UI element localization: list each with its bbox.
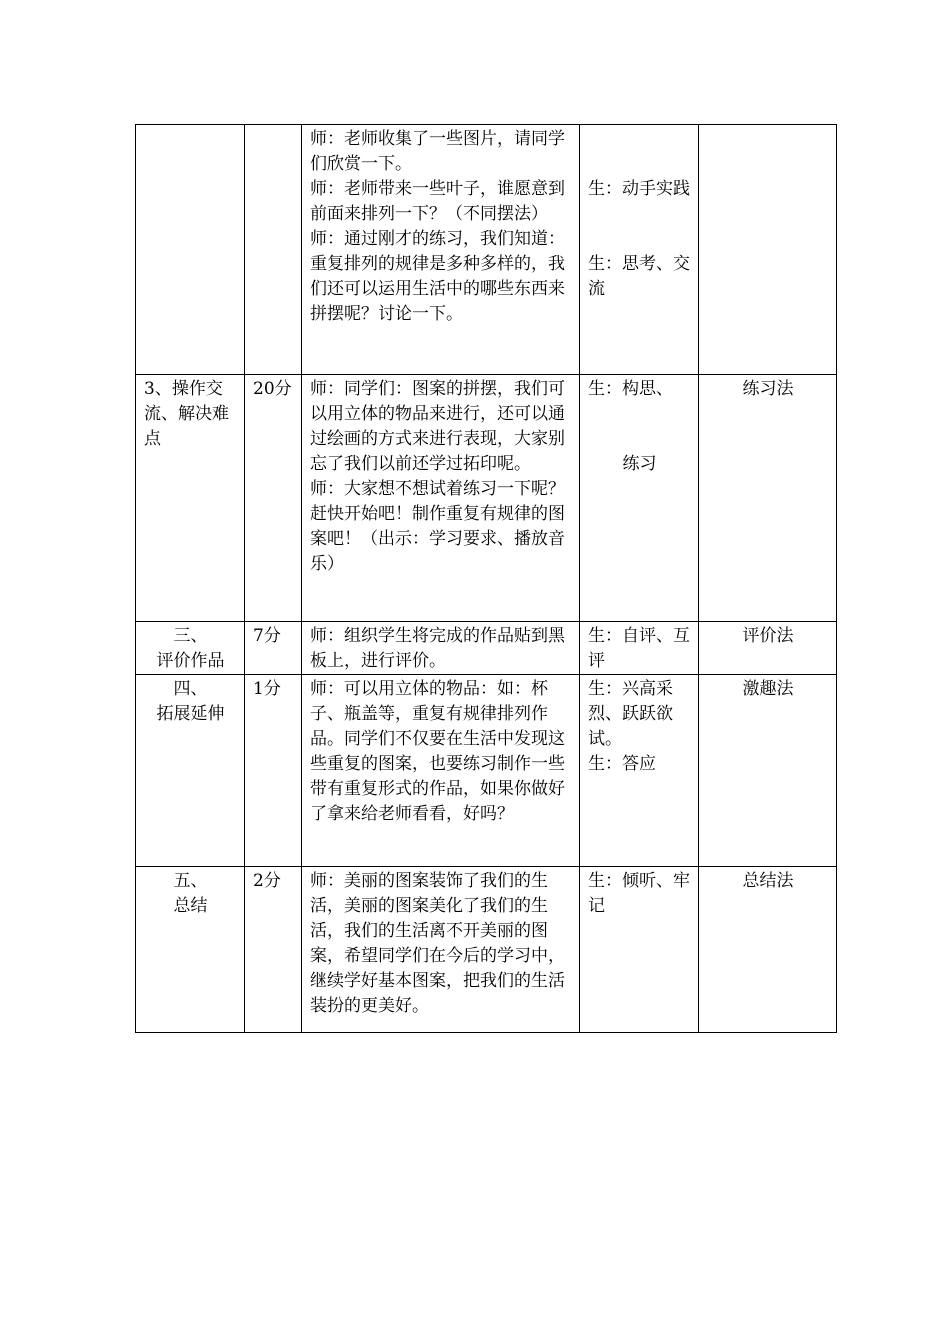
method-cell [699,125,837,375]
method-cell: 练习法 [699,375,837,622]
student-line: 生：倾听、牢记 [588,871,690,916]
student-line: 生：答应 [588,754,656,774]
stage-number: 四、 [173,679,208,699]
teacher-line: 师：组织学生将完成的作品贴到黑板上，进行评价。 [310,626,565,671]
teacher-line: 师：美丽的图案装饰了我们的生活，美丽的图案美化了我们的生活，我们的生活离不开美丽的图案，希望同学们在今后的学习中，继续学好基本图案，把我们的生活装扮的更美好。 [310,871,565,1016]
time-cell: 7分 [245,622,302,675]
student-line: 生：动手实践 [588,179,690,199]
table-row [136,867,837,1033]
table-row [136,125,837,375]
student-line: 生：兴高采烈、跃跃欲试。 [588,679,673,749]
method-cell: 总结法 [699,867,837,1033]
stage-number: 三、 [173,626,208,646]
student-activity-cell [580,675,699,867]
time-cell [245,125,302,375]
teacher-activity-cell [302,622,580,675]
teacher-line: 师：大家想不想试着练习一下呢？赶快开始吧！制作重复有规律的图案吧！（出示：学习要求、播放音乐） [310,479,565,574]
lesson-plan-table [135,124,837,1033]
student-line: 生：自评、互评 [588,626,690,671]
method-cell: 激趣法 [699,675,837,867]
stage-title: 总结 [173,896,208,916]
teacher-line: 师：老师收集了一些图片，请同学们欣赏一下。 [310,129,565,174]
stage-title: 评价作品 [156,651,225,671]
stage-title: 拓展延伸 [156,704,225,724]
student-line: 生：思考、交流 [588,254,690,299]
student-activity-cell [580,622,699,675]
teacher-activity-cell [302,375,580,622]
teacher-line: 师：可以用立体的物品：如：杯子、瓶盖等，重复有规律排列作品。同学们不仅要在生活中发现这些重复的图案，也要练习制作一些带有重复形式的作品，如果你做好了拿来给老师看看，好吗？ [310,679,565,824]
stage-cell [136,867,245,1033]
stage-number: 五、 [173,871,208,891]
student-activity-cell [580,867,699,1033]
teacher-activity-cell [302,675,580,867]
table-row [136,622,837,675]
stage-cell [136,622,245,675]
teacher-activity-cell [302,125,580,375]
time-cell: 2分 [245,867,302,1033]
stage-cell: 3、操作交流、解决难点 [136,375,245,622]
stage-cell [136,125,245,375]
student-line: 生：构思、 [588,379,673,399]
student-activity-cell [580,375,699,622]
teacher-line: 师：老师带来一些叶子，谁愿意到前面来排列一下？（不同摆法） [310,179,565,224]
teacher-line: 师：通过刚才的练习，我们知道：重复排列的规律是多种多样的，我们还可以运用生活中的哪些东西来拼摆呢？讨论一下。 [310,229,565,324]
method-cell: 评价法 [699,622,837,675]
student-activity-cell [580,125,699,375]
stage-cell [136,675,245,867]
teacher-activity-cell [302,867,580,1033]
time-cell: 20分 [245,375,302,622]
time-cell: 1分 [245,675,302,867]
teacher-line: 师：同学们：图案的拼摆，我们可以用立体的物品来进行，还可以通过绘画的方式来进行表现，大家别忘了我们以前还学过拓印呢。 [310,379,565,474]
student-line: 练习 [622,454,657,474]
table-row [136,375,837,622]
table-row [136,675,837,867]
